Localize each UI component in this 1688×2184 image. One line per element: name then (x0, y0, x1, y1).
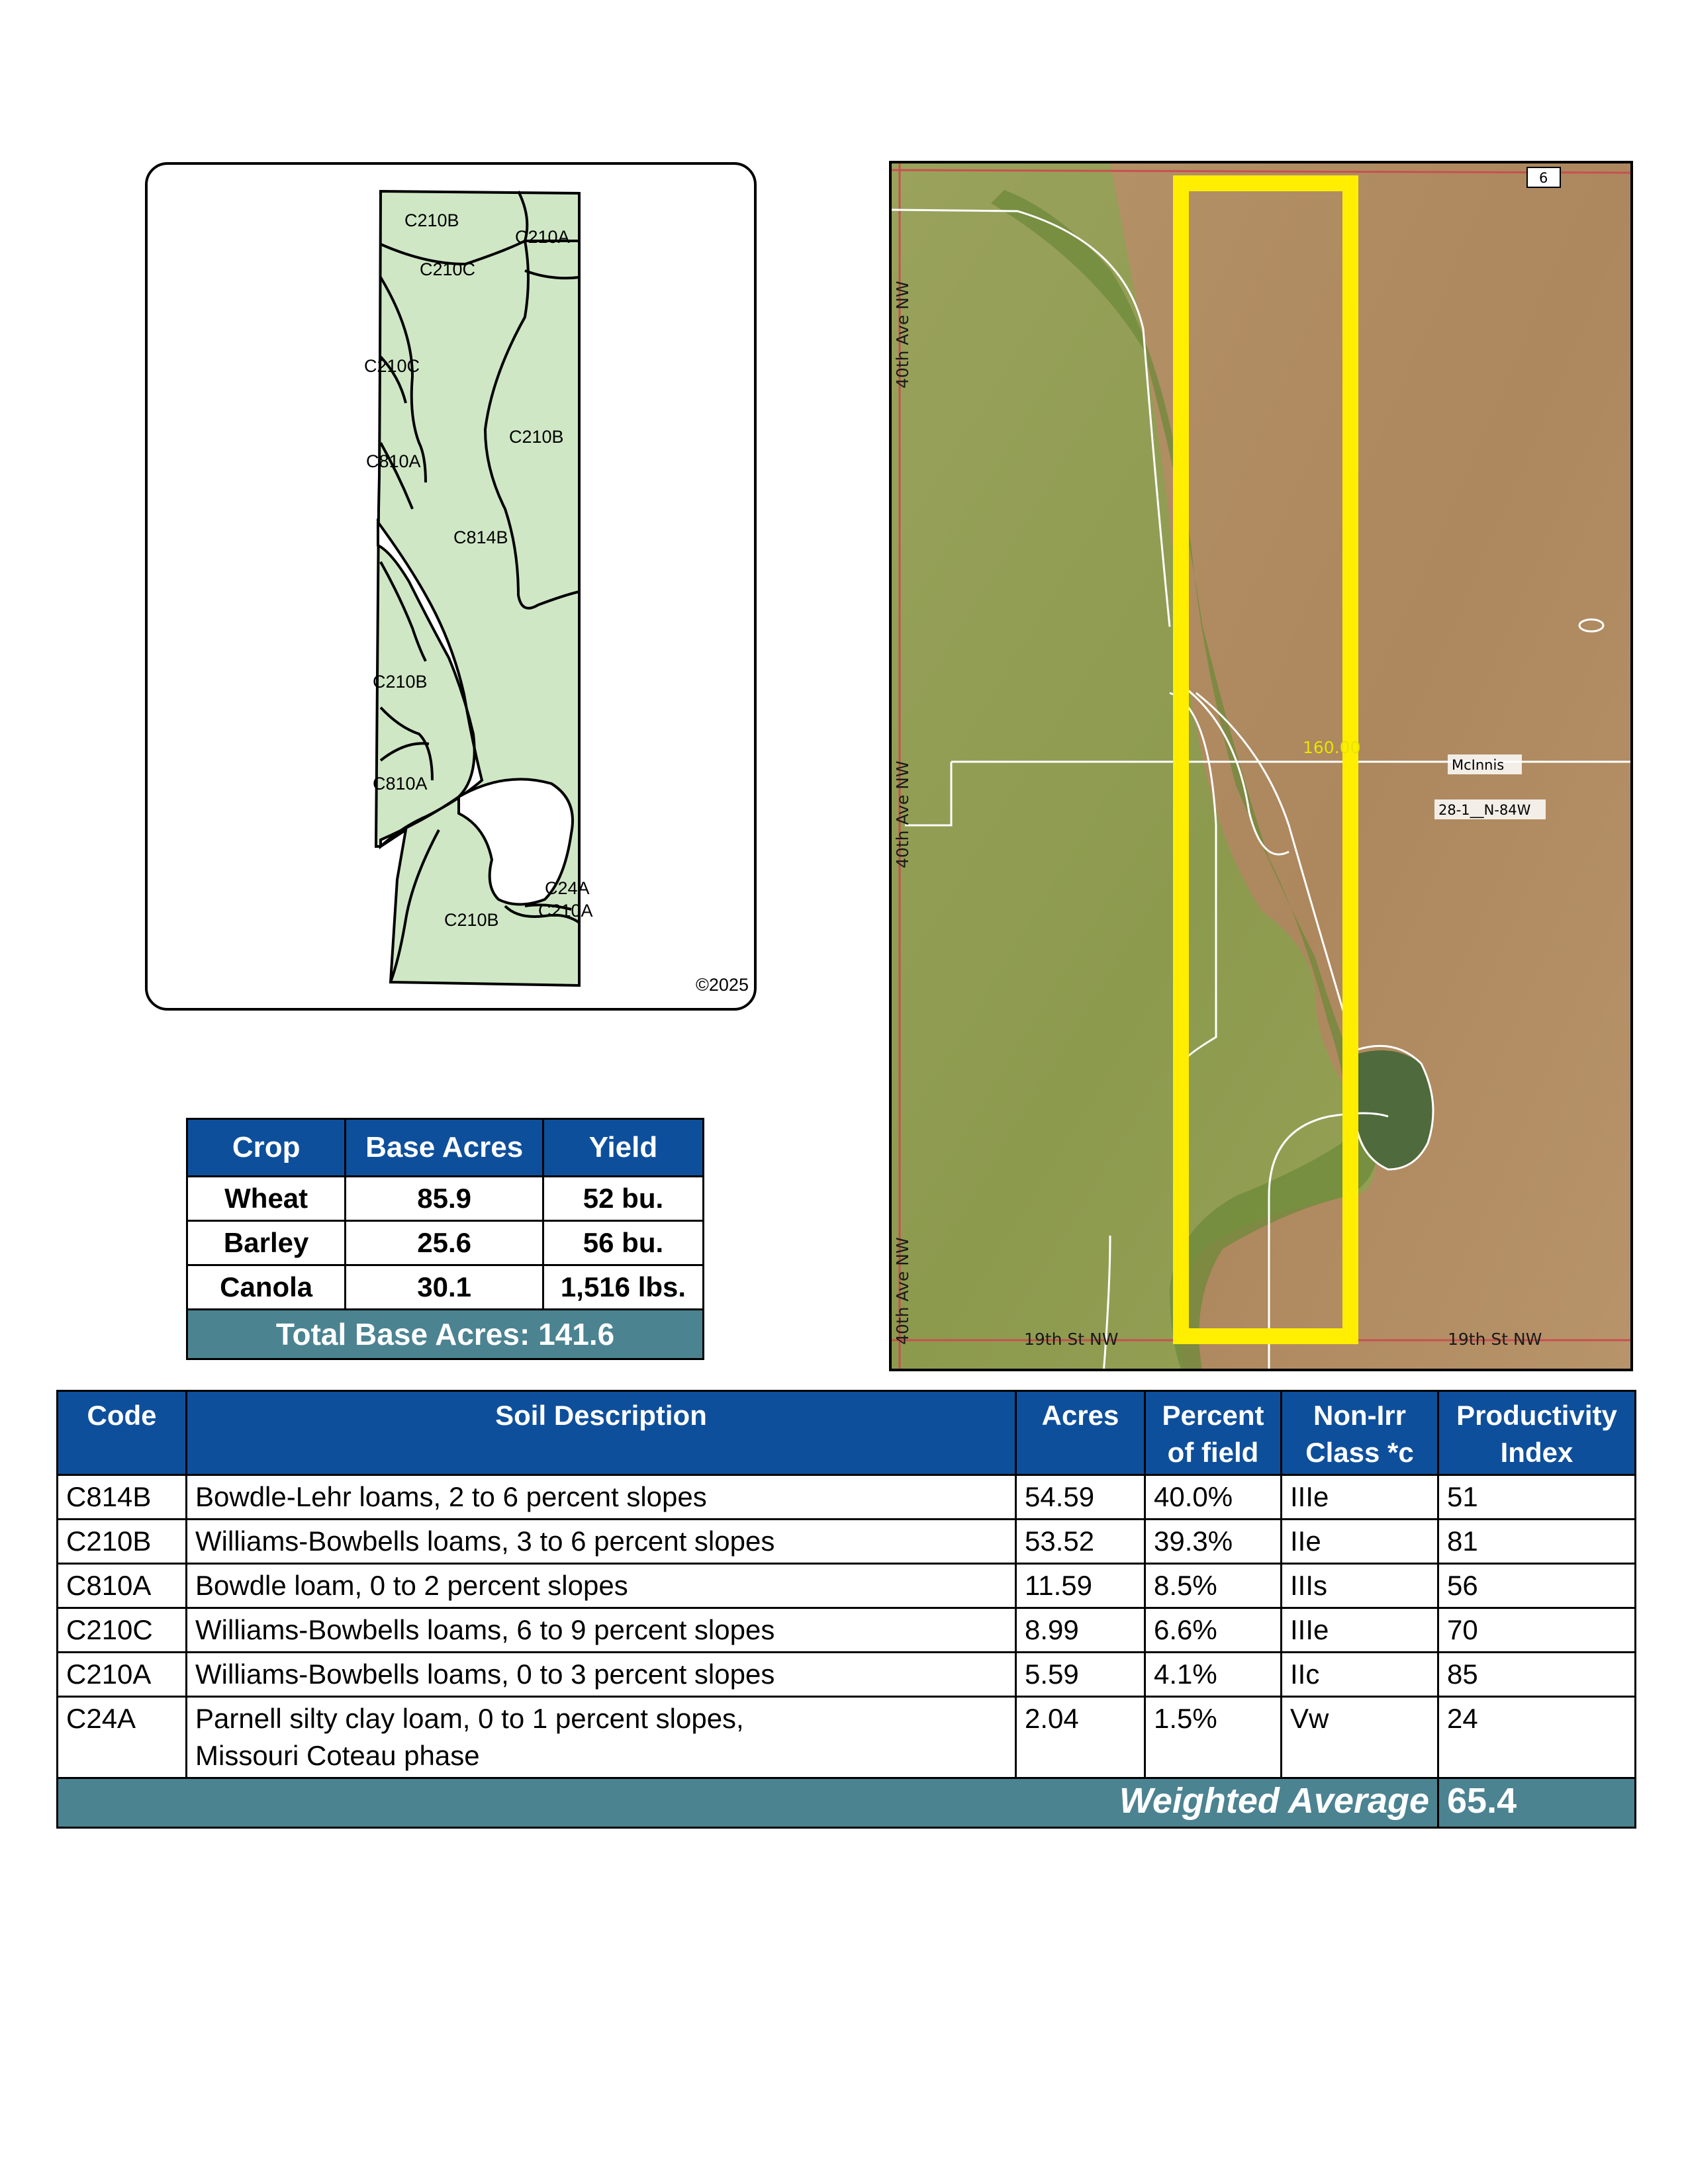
header-percent-line1: Percent (1162, 1400, 1264, 1431)
crop-table-header (187, 1119, 704, 1177)
soil-class: IIe (1282, 1520, 1438, 1564)
soil-class: IIIe (1282, 1608, 1438, 1653)
soil-acres: 5.59 (1016, 1653, 1145, 1697)
soil-label: C210A (538, 901, 593, 921)
header-crop: Crop (187, 1119, 346, 1177)
soil-percent: 1.5% (1145, 1697, 1282, 1778)
soil-description-line2: Missouri Coteau phase (195, 1740, 480, 1771)
soil-description: Bowdle-Lehr loams, 2 to 6 percent slopes (187, 1475, 1016, 1520)
soil-map (145, 162, 757, 1011)
table-row (58, 1520, 1636, 1564)
road-label: 40th Ave NW (893, 760, 912, 868)
header-percent-line2: of field (1167, 1437, 1259, 1468)
header-class-line2: Class *c (1305, 1437, 1414, 1468)
section-label: 28-1__N-84W (1438, 802, 1531, 818)
aerial-drawing (892, 163, 1633, 1371)
soil-percent: 39.3% (1145, 1520, 1282, 1564)
header-index-line1: Productivity (1456, 1400, 1617, 1431)
header-percent (1145, 1391, 1282, 1475)
route-number: 6 (1539, 170, 1548, 186)
soil-index: 24 (1438, 1697, 1636, 1778)
owner-label: McInnis (1452, 757, 1505, 773)
road-label: 40th Ave NW (893, 281, 912, 388)
soil-table-header (58, 1391, 1636, 1475)
table-row (187, 1221, 704, 1265)
soil-percent: 4.1% (1145, 1653, 1282, 1697)
header-acres: Acres (1016, 1391, 1145, 1475)
soil-code: C814B (58, 1475, 187, 1520)
table-row (58, 1608, 1636, 1653)
soil-description-line1: Parnell silty clay loam, 0 to 1 percent slopes, (195, 1703, 744, 1734)
soil-code: C210B (58, 1520, 187, 1564)
soil-label: C210C (364, 356, 420, 376)
acres-label: 160.00 (1303, 738, 1361, 757)
aerial-photo (889, 161, 1633, 1371)
header-description: Soil Description (187, 1391, 1016, 1475)
crop-acres: 25.6 (346, 1221, 543, 1265)
header-class (1282, 1391, 1438, 1475)
weighted-average-value: 65.4 (1438, 1778, 1636, 1828)
crop-yield: 52 bu. (543, 1177, 703, 1221)
header-index-line2: Index (1500, 1437, 1573, 1468)
soil-label: C810A (366, 451, 421, 471)
crop-name: Barley (187, 1221, 346, 1265)
soil-description: Williams-Bowbells loams, 3 to 6 percent slopes (187, 1520, 1016, 1564)
road-label: 19th St NW (1448, 1330, 1542, 1349)
soil-index: 81 (1438, 1520, 1636, 1564)
header-code: Code (58, 1391, 187, 1475)
soil-label: C210C (420, 259, 476, 279)
crop-table (186, 1118, 704, 1360)
table-row (58, 1697, 1636, 1778)
soil-label: C810A (373, 774, 428, 794)
table-row (187, 1265, 704, 1310)
soil-label: C210B (509, 427, 564, 447)
soil-acres: 11.59 (1016, 1564, 1145, 1608)
road-label: 40th Ave NW (893, 1237, 912, 1345)
soil-acres: 54.59 (1016, 1475, 1145, 1520)
crop-yield: 1,516 lbs. (543, 1265, 703, 1310)
soil-description: Williams-Bowbells loams, 6 to 9 percent slopes (187, 1608, 1016, 1653)
copyright: ©2025 (696, 975, 749, 995)
soil-class: IIIs (1282, 1564, 1438, 1608)
table-row (58, 1564, 1636, 1608)
soil-label: C814B (453, 527, 508, 547)
table-row (187, 1177, 704, 1221)
soil-index: 56 (1438, 1564, 1636, 1608)
soil-class: Vw (1282, 1697, 1438, 1778)
soil-description: Williams-Bowbells loams, 0 to 3 percent slopes (187, 1653, 1016, 1697)
total-base-acres: Total Base Acres: 141.6 (187, 1310, 704, 1359)
header-class-line1: Non-Irr (1313, 1400, 1406, 1431)
table-row (58, 1475, 1636, 1520)
soil-index: 85 (1438, 1653, 1636, 1697)
table-row (58, 1653, 1636, 1697)
soil-percent: 6.6% (1145, 1608, 1282, 1653)
total-row (187, 1310, 704, 1359)
crop-acres: 30.1 (346, 1265, 543, 1310)
soil-code: C810A (58, 1564, 187, 1608)
header-index (1438, 1391, 1636, 1475)
weighted-average-row (58, 1778, 1636, 1828)
crop-name: Canola (187, 1265, 346, 1310)
soil-label: C210B (444, 910, 499, 930)
crop-yield: 56 bu. (543, 1221, 703, 1265)
soil-description (187, 1697, 1016, 1778)
soil-description: Bowdle loam, 0 to 2 percent slopes (187, 1564, 1016, 1608)
soil-label: C210B (373, 672, 428, 692)
soil-code: C210C (58, 1608, 187, 1653)
soil-index: 70 (1438, 1608, 1636, 1653)
road-label: 19th St NW (1024, 1330, 1119, 1349)
soil-percent: 8.5% (1145, 1564, 1282, 1608)
header-base-acres: Base Acres (346, 1119, 543, 1177)
soil-table (56, 1390, 1636, 1829)
crop-name: Wheat (187, 1177, 346, 1221)
soil-code: C210A (58, 1653, 187, 1697)
soil-percent: 40.0% (1145, 1475, 1282, 1520)
header-yield: Yield (543, 1119, 703, 1177)
soil-acres: 53.52 (1016, 1520, 1145, 1564)
soil-index: 51 (1438, 1475, 1636, 1520)
crop-acres: 85.9 (346, 1177, 543, 1221)
soil-acres: 8.99 (1016, 1608, 1145, 1653)
soil-label: C210A (515, 227, 570, 247)
soil-class: IIc (1282, 1653, 1438, 1697)
soil-code: C24A (58, 1697, 187, 1778)
soil-label: C210B (404, 210, 459, 230)
soil-map-drawing (148, 165, 759, 1013)
soil-class: IIIe (1282, 1475, 1438, 1520)
soil-acres: 2.04 (1016, 1697, 1145, 1778)
soil-label: C24A (545, 878, 590, 898)
weighted-average-label: Weighted Average (58, 1778, 1438, 1828)
